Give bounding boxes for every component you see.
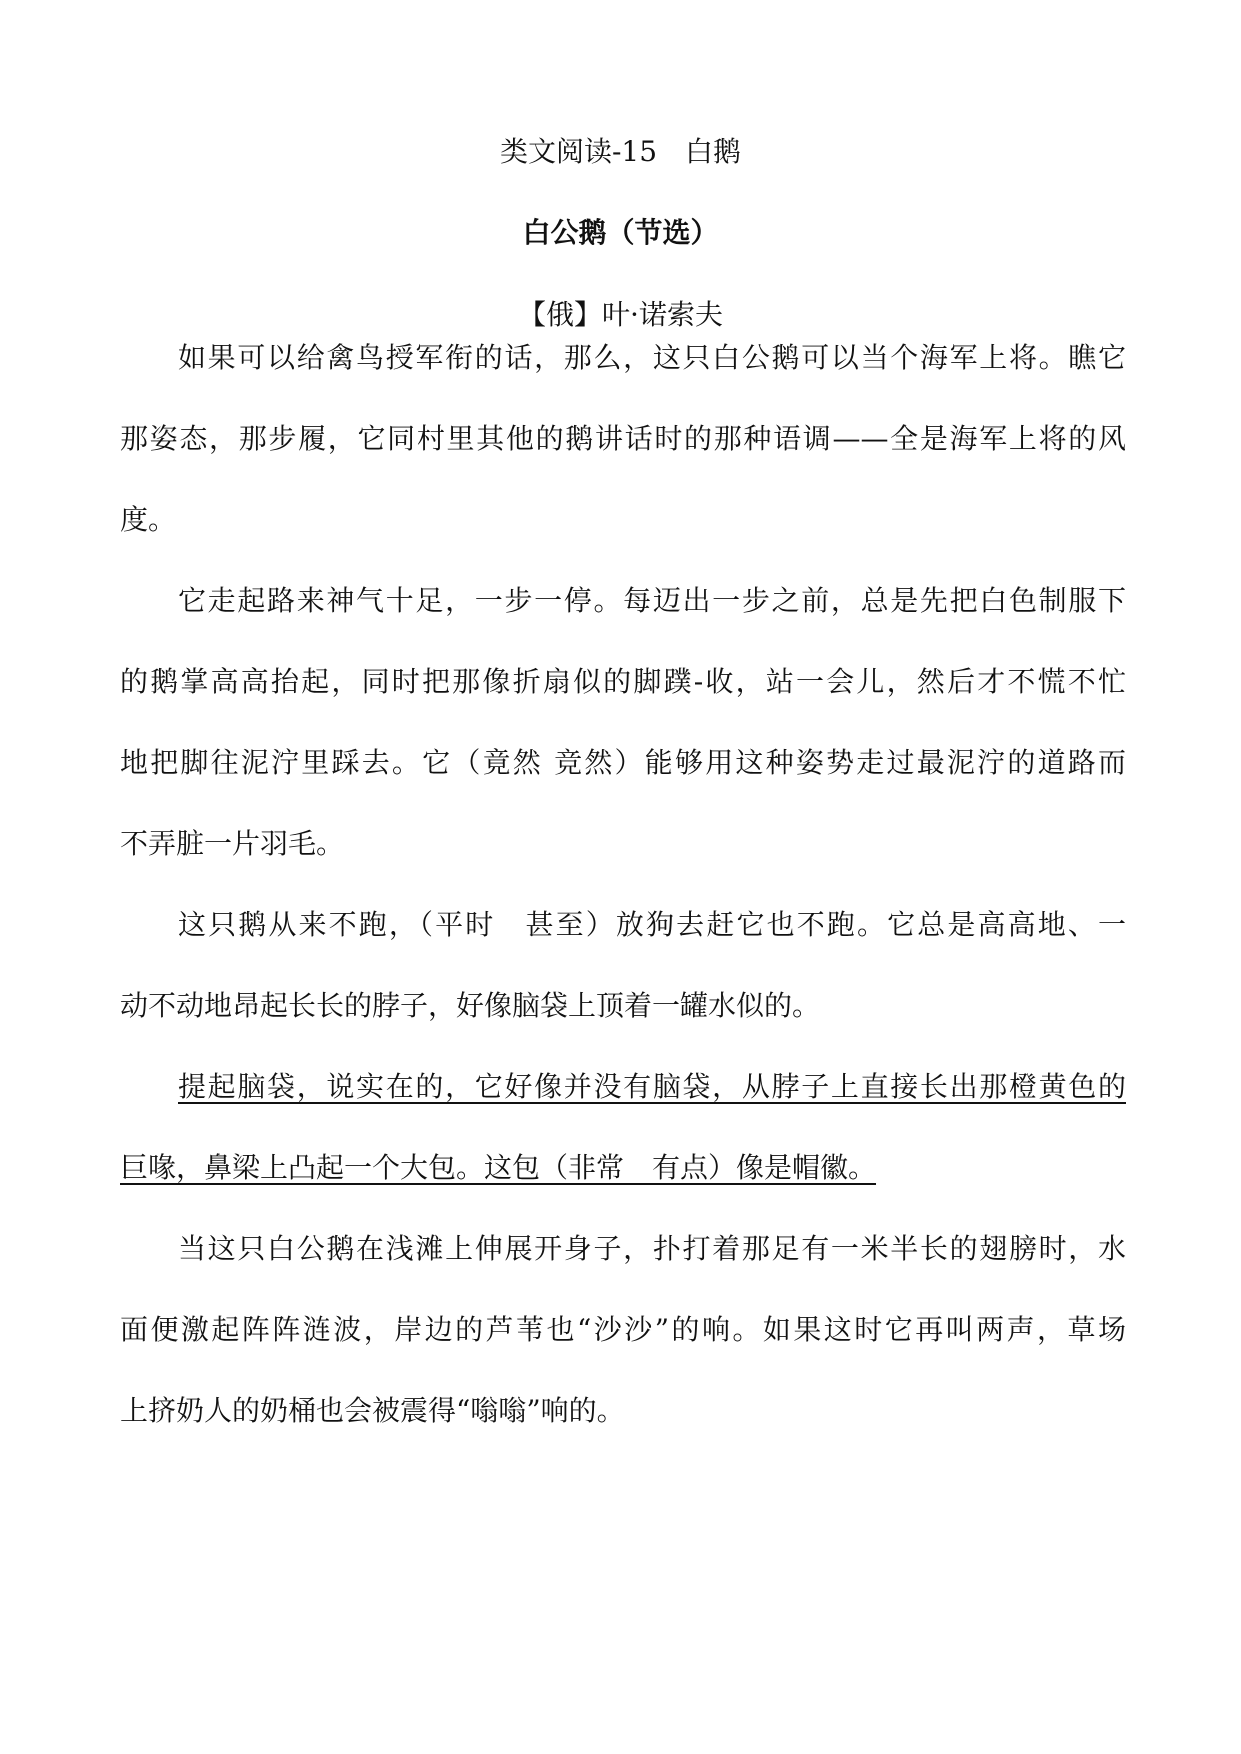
paragraph-line: 它走起路来神气十足，一步一停。每迈出一步之前，总是先把白色制服下 (178, 584, 1126, 617)
paragraph-line: 这只鹅从来不跑，（平时 甚至）放狗去赶它也不跑。它总是高高地、一 (178, 908, 1126, 941)
article-title: 白公鹅（节选） (522, 216, 719, 249)
article-author: 【俄】叶·诺索夫 (518, 298, 723, 331)
underlined-paragraph-line (120, 1148, 1126, 1188)
paragraph-line: 的鹅掌高高抬起，同时把那像折扇似的脚蹼-收，站一会儿，然后才不慌不忙 (120, 665, 1126, 698)
paragraph-line: 上挤奶人的奶桶也会被震得“嗡嗡”响的。 (120, 1394, 625, 1427)
paragraph-line: 面便激起阵阵涟波，岸边的芦苇也“沙沙”的响。如果这时它再叫两声，草场 (120, 1313, 1126, 1346)
underlined-text: 提起脑袋，说实在的，它好像并没有脑袋，从脖子上直接长出那橙黄色的 (178, 1070, 1126, 1103)
paragraph-line: 地把脚往泥泞里踩去。它（竟然 竞然）能够用这种姿势走过最泥泞的道路而 (120, 746, 1126, 779)
paragraph-line: 当这只白公鹅在浅滩上伸展开身子，扑打着那足有一米半长的翅膀时，水 (178, 1232, 1126, 1265)
underlined-text: 巨喙，鼻梁上凸起一个大包。这包（非常 有点）像是帽徽。 (120, 1151, 877, 1184)
document-title: 类文阅读-15 白鹅 (499, 135, 742, 168)
underlined-paragraph-line (120, 1067, 1126, 1107)
paragraph-line: 度。 (120, 503, 177, 536)
paragraph-line: 如果可以给禽鸟授军衔的话，那么，这只白公鹅可以当个海军上将。瞧它 (178, 341, 1126, 374)
paragraph-line: 不弄脏一片羽毛。 (120, 827, 345, 860)
paragraph-line: 那姿态，那步履，它同村里其他的鹅讲话时的那种语调——全是海军上将的风 (120, 422, 1126, 455)
paragraph-line: 动不动地昂起长长的脖子，好像脑袋上顶着一罐水似的。 (120, 989, 821, 1022)
